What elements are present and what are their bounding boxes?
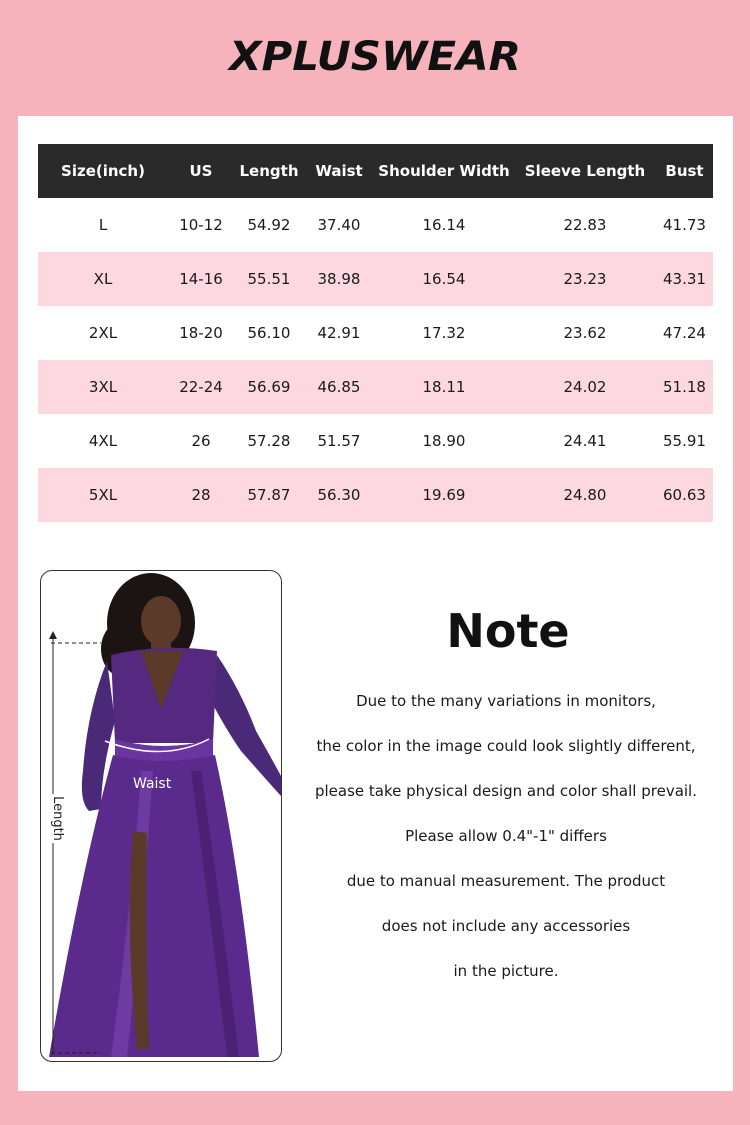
note-line: Due to the many variations in monitors, xyxy=(356,692,656,710)
cell-size: 3XL xyxy=(38,360,168,414)
note-text xyxy=(296,686,716,1001)
cell-length: 55.51 xyxy=(234,252,304,306)
header-shoulder-width: Shoulder Width xyxy=(374,144,514,198)
length-label: Length xyxy=(49,796,65,841)
cell-length: 56.69 xyxy=(234,360,304,414)
cell-shoulder-width: 18.11 xyxy=(374,360,514,414)
cell-bust: 60.63 xyxy=(656,468,713,522)
note-line: does not include any accessories xyxy=(381,917,631,935)
table-row xyxy=(38,306,713,360)
cell-sleeve-length: 23.62 xyxy=(563,324,607,342)
cell-waist: 46.85 xyxy=(304,360,374,414)
cell-size: L xyxy=(98,216,108,234)
face-shape xyxy=(141,596,181,646)
cell-us: 26 xyxy=(191,432,211,450)
note-title: Note xyxy=(446,604,570,658)
table-header-row xyxy=(38,144,713,198)
cell-size: 4XL xyxy=(88,432,118,450)
cell-length: 57.28 xyxy=(247,432,291,450)
cell-us: 18-20 xyxy=(179,324,223,342)
header-bust: Bust xyxy=(656,144,713,198)
model-illustration xyxy=(41,571,281,1061)
cell-shoulder-width: 17.32 xyxy=(422,324,466,342)
header-us: US xyxy=(168,144,234,198)
cell-us: 22-24 xyxy=(168,360,234,414)
header-waist: Waist xyxy=(304,144,374,198)
cell-length: 54.92 xyxy=(247,216,291,234)
cell-length: 57.87 xyxy=(234,468,304,522)
model-figure xyxy=(40,570,282,1062)
cell-size: 2XL xyxy=(88,324,118,342)
content-card xyxy=(18,116,733,1091)
note-line: due to manual measurement. The product xyxy=(346,872,666,890)
cell-us: 14-16 xyxy=(168,252,234,306)
cell-sleeve-length: 24.02 xyxy=(514,360,656,414)
cell-shoulder-width: 16.54 xyxy=(374,252,514,306)
cell-waist: 42.91 xyxy=(317,324,361,342)
cell-shoulder-width: 18.90 xyxy=(422,432,466,450)
cell-size: 5XL xyxy=(38,468,168,522)
cell-waist: 51.57 xyxy=(317,432,361,450)
waist-label: Waist xyxy=(133,776,172,792)
cell-sleeve-length: 22.83 xyxy=(563,216,607,234)
note-line: the color in the image could look slightly different, xyxy=(316,737,696,755)
cell-us: 10-12 xyxy=(179,216,223,234)
cell-sleeve-length: 24.41 xyxy=(563,432,607,450)
right-sleeve xyxy=(211,655,281,796)
table-row xyxy=(38,252,713,306)
table-row xyxy=(38,360,713,414)
note-line: in the picture. xyxy=(453,962,559,980)
cell-shoulder-width: 16.14 xyxy=(422,216,466,234)
cell-sleeve-length: 23.23 xyxy=(514,252,656,306)
cell-bust: 43.31 xyxy=(656,252,713,306)
header-length: Length xyxy=(234,144,304,198)
cell-size: XL xyxy=(38,252,168,306)
table-row xyxy=(38,414,713,468)
cell-shoulder-width: 19.69 xyxy=(374,468,514,522)
cell-waist: 37.40 xyxy=(317,216,361,234)
note-line: please take physical design and color shall prevail. xyxy=(314,782,697,800)
note-line: Please allow 0.4"-1" differs xyxy=(405,827,607,845)
cell-length: 56.10 xyxy=(247,324,291,342)
cell-waist: 38.98 xyxy=(304,252,374,306)
cell-bust: 55.91 xyxy=(663,432,706,450)
cell-bust: 41.73 xyxy=(663,216,706,234)
size-chart-table xyxy=(38,144,713,522)
cell-waist: 56.30 xyxy=(304,468,374,522)
table-row xyxy=(38,468,713,522)
header-sleeve-length: Sleeve Length xyxy=(514,144,656,198)
brand-logo: XPLUSWEAR xyxy=(229,34,521,80)
cell-bust: 47.24 xyxy=(663,324,706,342)
cell-us: 28 xyxy=(168,468,234,522)
cell-sleeve-length: 24.80 xyxy=(514,468,656,522)
cell-bust: 51.18 xyxy=(656,360,713,414)
table-row xyxy=(38,198,713,252)
header-size: Size(inch) xyxy=(38,144,168,198)
